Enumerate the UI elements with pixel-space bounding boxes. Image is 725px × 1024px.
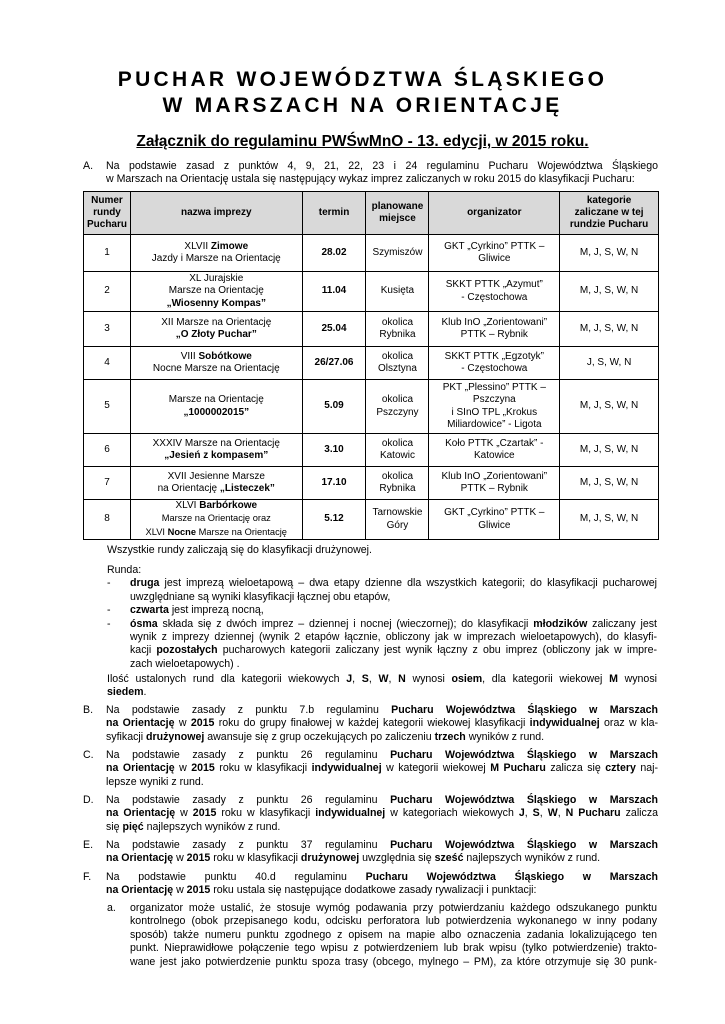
rounds-count-line1: Ilość ustalonych rund dla kategorii wiekowych J, S, W, N wynosi osiem, dla kategorii wiekowej M wynosi bbox=[107, 673, 657, 685]
event-organizer: Koło PTTK „Czartak” - Katowice bbox=[429, 434, 560, 467]
section-f-line2: na Orientację w 2015 roku ustala się następujące dodatkowe zasady rywalizacji i punktacji: bbox=[106, 884, 537, 897]
event-organizer: SKKT PTTK „Azymut” - Częstochowa bbox=[429, 272, 560, 312]
subpoint-a-line5: wane jest jako potwierdzenie punktu spoza trasy (obcego, mylnego – PM), za które otrzymuje się 30 punk- bbox=[130, 955, 657, 968]
event-term: 11.04 bbox=[302, 272, 366, 312]
event-categories: M, J, S, W, N bbox=[560, 500, 659, 540]
event-term: 5.12 bbox=[302, 500, 366, 540]
event-categories: M, J, S, W, N bbox=[560, 467, 659, 500]
subpoint-a-marker: a. bbox=[107, 902, 116, 914]
event-name: XII Marsze na Orientację „O Złoty Puchar” bbox=[130, 312, 302, 347]
section-b-line2: na Orientację w 2015 roku do grupy finałowej w każdej kategorii wiekowej klasyfikacji indywidualnej oraz w kla- bbox=[106, 717, 658, 730]
event-categories: M, J, S, W, N bbox=[560, 434, 659, 467]
table-row bbox=[84, 235, 659, 272]
event-name: XLVI Barbórkowe Marsze na Orientację oraz XLVI Nocne Marsze na Orientację bbox=[130, 500, 302, 540]
subpoint-a-line1: organizator może ustalić, że stosuje wymóg podawania przy potwierdzaniu każdego odszukanego punktu bbox=[130, 902, 657, 914]
section-a-line2: w Marszach na Orientację ustala się następujący wykaz imprez zaliczanych w roku 2015 do klasyfikacji Pucharu: bbox=[106, 173, 635, 186]
section-d-line2: na Orientację w 2015 roku w klasyfikacji indywidualnej w kategoriach wiekowych J, S, W, N Pucharu zalicza bbox=[106, 807, 659, 820]
subtitle: Załącznik do regulaminu PWŚwMnO - 13. edycji, w 2015 roku. bbox=[136, 133, 589, 150]
event-place: okolica Katowic bbox=[366, 434, 429, 467]
round-number: 2 bbox=[84, 272, 131, 312]
section-c-line3: lepsze wyniki z rund. bbox=[106, 775, 204, 788]
event-place: okolica Olsztyna bbox=[366, 347, 429, 380]
section-c-line2: na Orientację w 2015 roku w klasyfikacji indywidualnej w kategorii wiekowej M Pucharu zalicza się cztery naj- bbox=[106, 762, 658, 775]
event-place: Szymiszów bbox=[366, 235, 429, 272]
event-organizer: PKT „Plessino” PTTK – Pszczyna i SInO TPL „Krokus Miliardowice” - Ligota bbox=[429, 380, 560, 434]
event-organizer: Klub InO „Zorientowani” PTTK – Rybnik bbox=[429, 312, 560, 347]
event-place: Tarnowskie Góry bbox=[366, 500, 429, 540]
header-term: termin bbox=[302, 192, 366, 235]
event-organizer: SKKT PTTK „Egzotyk” - Częstochowa bbox=[429, 347, 560, 380]
header-categories: kategorie zaliczane w tej rundzie Pucharu bbox=[560, 192, 659, 235]
main-title-line2: W MARSZACH NA ORIENTACJĘ bbox=[162, 94, 563, 117]
section-f-line1: Na podstawie punktu 40.d regulaminu Pucharu Województwa Śląskiego w Marszach bbox=[106, 871, 658, 883]
table-row bbox=[84, 312, 659, 347]
event-name: XXXIV Marsze na Orientację „Jesień z kompasem” bbox=[130, 434, 302, 467]
section-e-marker: E. bbox=[83, 839, 94, 851]
dash-bullet: - bbox=[107, 617, 111, 630]
event-name: Marsze na Orientację „1000002015” bbox=[130, 380, 302, 434]
runda-label: Runda: bbox=[107, 564, 142, 576]
section-f-marker: F. bbox=[83, 871, 92, 883]
event-term: 26/27.06 bbox=[302, 347, 366, 380]
events-table bbox=[83, 191, 659, 540]
event-categories: J, S, W, N bbox=[560, 347, 659, 380]
event-name: VIII Sobótkowe Nocne Marsze na Orientację bbox=[130, 347, 302, 380]
subpoint-a-line2: kontrolnego (obok przepisanego kodu, odcisku perforatora lub potwierdzenia wykonanego w inny podany bbox=[130, 915, 657, 928]
round-number: 7 bbox=[84, 467, 131, 500]
round-two-line1: druga jest imprezą wieloetapową – dwa etapy dzienne dla wszystkich kategorii; do klasyfikacji pucharowej bbox=[130, 577, 657, 590]
team-classification-note: Wszystkie rundy zaliczają się do klasyfikacji drużynowej. bbox=[107, 544, 372, 556]
event-place: okolica Rybnika bbox=[366, 312, 429, 347]
dash-bullet: - bbox=[107, 577, 111, 590]
header-organizer: organizator bbox=[429, 192, 560, 235]
event-place: okolica Pszczyny bbox=[366, 380, 429, 434]
event-term: 5.09 bbox=[302, 380, 366, 434]
section-d-line3: się pięć najlepszych wyników z rund. bbox=[106, 820, 281, 833]
event-name: XLVII Zimowe Jazdy i Marsze na Orientację bbox=[130, 235, 302, 272]
table-row bbox=[84, 272, 659, 312]
event-categories: M, J, S, W, N bbox=[560, 235, 659, 272]
event-organizer: GKT „Cyrkino” PTTK – Gliwice bbox=[429, 500, 560, 540]
event-term: 3.10 bbox=[302, 434, 366, 467]
table-row bbox=[84, 434, 659, 467]
section-c-line1: Na podstawie zasady z punktu 26 regulaminu Pucharu Województwa Śląskiego w Marszach bbox=[106, 749, 658, 761]
event-place: okolica Rybnika bbox=[366, 467, 429, 500]
event-categories: M, J, S, W, N bbox=[560, 380, 659, 434]
section-e-line1: Na podstawie zasady z punktu 37 regulaminu Pucharu Województwa Śląskiego w Marszach bbox=[106, 839, 658, 851]
round-eight-line4: zach wieloetapowych) . bbox=[130, 657, 240, 670]
round-eight-line3: kacji pozostałych pucharowych kategorii zaliczany jest wynik łączny z obu imprez (obliczony jak w impre- bbox=[130, 644, 657, 657]
event-term: 25.04 bbox=[302, 312, 366, 347]
dash-bullet: - bbox=[107, 604, 111, 617]
event-term: 28.02 bbox=[302, 235, 366, 272]
round-four-line1: czwarta jest imprezą nocną, bbox=[130, 604, 264, 617]
section-d-line1: Na podstawie zasady z punktu 26 regulaminu Pucharu Województwa Śląskiego w Marszach bbox=[106, 794, 658, 806]
header-place: planowane miejsce bbox=[366, 192, 429, 235]
event-place: Kusięta bbox=[366, 272, 429, 312]
section-a-line1: Na podstawie zasad z punktów 4, 9, 21, 22, 23 i 24 regulaminu Pucharu Województwa Śląskiego bbox=[106, 160, 658, 172]
table-header-row bbox=[84, 192, 659, 235]
rounds-count-line2: siedem. bbox=[107, 686, 147, 699]
round-number: 5 bbox=[84, 380, 131, 434]
section-e-line2: na Orientację w 2015 roku w klasyfikacji drużynowej uwzględnia się sześć najlepszych wyników z rund. bbox=[106, 852, 601, 865]
table-row bbox=[84, 347, 659, 380]
main-title-line1: PUCHAR WOJEWÓDZTWA ŚLĄSKIEGO bbox=[117, 68, 608, 91]
round-number: 8 bbox=[84, 500, 131, 540]
section-b-line1: Na podstawie zasady z punktu 7.b regulaminu Pucharu Województwa Śląskiego w Marszach bbox=[106, 704, 658, 716]
section-b-marker: B. bbox=[83, 704, 94, 716]
round-number: 1 bbox=[84, 235, 131, 272]
event-categories: M, J, S, W, N bbox=[560, 272, 659, 312]
section-a-marker: A. bbox=[83, 160, 94, 172]
section-b-line3: syfikacji drużynowej awansuje się z grup oczekujących po zaliczeniu trzech wyników z rund. bbox=[106, 730, 545, 743]
round-number: 3 bbox=[84, 312, 131, 347]
event-organizer: GKT „Cyrkino” PTTK – Gliwice bbox=[429, 235, 560, 272]
header-name: nazwa imprezy bbox=[130, 192, 302, 235]
table-row bbox=[84, 500, 659, 540]
subpoint-a-line4: punkt. Nieprawidłowe połączenie tego wpisu z potwierdzeniem lub brak wpisu (tylko potwierdzenie) trakto- bbox=[130, 942, 657, 955]
round-eight-line1: ósma składa się z dwóch imprez – dziennej i nocnej (wieczornej); do klasyfikacji młodzików zaliczany jest bbox=[130, 617, 657, 630]
section-c-marker: C. bbox=[83, 749, 94, 761]
table-row bbox=[84, 467, 659, 500]
event-categories: M, J, S, W, N bbox=[560, 312, 659, 347]
round-number: 4 bbox=[84, 347, 131, 380]
subpoint-a-line3: sposób) także numeru punktu zgodnego z opisem na mapie albo oznaczenia zadania lokalizującego ten bbox=[130, 928, 657, 941]
table-row bbox=[84, 380, 659, 434]
round-eight-line2: wynik z imprezy dziennej (wynik 2 etapów łącznie, obliczony jak w imprezach wieloetapowych), do klasyfi- bbox=[130, 631, 657, 643]
event-organizer: Klub InO „Zorientowani” PTTK – Rybnik bbox=[429, 467, 560, 500]
section-d-marker: D. bbox=[83, 794, 94, 806]
header-round: Numer rundy Pucharu bbox=[84, 192, 131, 235]
event-name: XVII Jesienne Marsze na Orientację „Listeczek” bbox=[130, 467, 302, 500]
event-term: 17.10 bbox=[302, 467, 366, 500]
round-two-line2: uwzględniane są wyniki klasyfikacji łącznej obu etapów, bbox=[130, 590, 391, 603]
event-name: XL Jurajskie Marsze na Orientację „Wiosenny Kompas” bbox=[130, 272, 302, 312]
round-number: 6 bbox=[84, 434, 131, 467]
